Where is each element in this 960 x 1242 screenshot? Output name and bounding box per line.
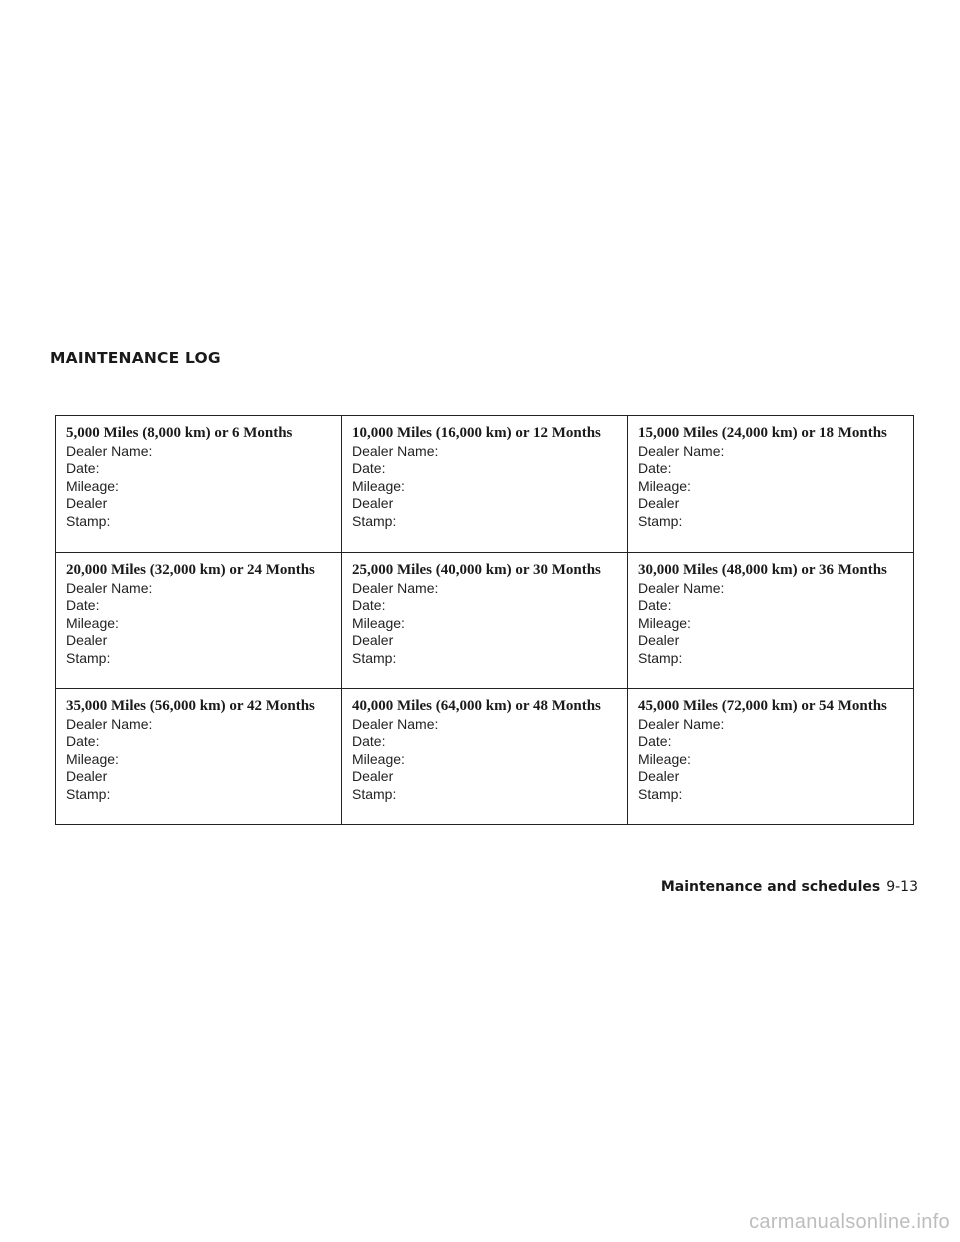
dealer-name-label: Dealer Name: [638, 580, 725, 596]
table-row [56, 416, 914, 553]
dealer-label: Dealer [66, 632, 108, 649]
date-label: Date: [66, 460, 100, 477]
date-label: Date: [638, 597, 672, 614]
mileage-label: Mileage: [352, 477, 405, 494]
service-interval: 30,000 Miles (48,000 km) or 36 Months [638, 562, 887, 578]
dealer-label: Dealer [638, 632, 680, 649]
dealer-name-label: Dealer Name: [638, 716, 725, 732]
dealer-label: Dealer [638, 495, 680, 512]
stamp-label: Stamp: [352, 649, 397, 666]
dealer-label: Dealer [66, 768, 108, 785]
mileage-label: Mileage: [352, 614, 405, 631]
mileage-label: Mileage: [638, 477, 691, 494]
dealer-label: Dealer [66, 495, 108, 512]
page-footer [661, 878, 918, 896]
service-interval: 45,000 Miles (72,000 km) or 54 Months [638, 698, 887, 714]
mileage-label: Mileage: [638, 750, 691, 767]
dealer-name-label: Dealer Name: [352, 716, 439, 732]
dealer-name-label: Dealer Name: [66, 443, 153, 459]
log-cell [342, 416, 628, 553]
log-cell [56, 553, 342, 689]
dealer-name-label: Dealer Name: [66, 716, 153, 732]
service-interval: 20,000 Miles (32,000 km) or 24 Months [66, 562, 315, 578]
log-cell [56, 416, 342, 553]
dealer-label: Dealer [352, 768, 394, 785]
stamp-label: Stamp: [638, 785, 683, 802]
service-interval: 40,000 Miles (64,000 km) or 48 Months [352, 698, 601, 714]
stamp-label: Stamp: [66, 512, 111, 529]
log-cell [342, 553, 628, 689]
footer-section-title: Maintenance and schedules [660, 879, 881, 895]
date-label: Date: [638, 460, 672, 477]
dealer-name-label: Dealer Name: [352, 443, 439, 459]
service-interval: 15,000 Miles (24,000 km) or 18 Months [638, 425, 887, 441]
mileage-label: Mileage: [66, 614, 119, 631]
dealer-name-label: Dealer Name: [352, 580, 439, 596]
dealer-label: Dealer [352, 495, 394, 512]
date-label: Date: [66, 597, 100, 614]
table-row [56, 553, 914, 689]
date-label: Date: [352, 460, 386, 477]
date-label: Date: [352, 733, 386, 750]
stamp-label: Stamp: [66, 785, 111, 802]
dealer-name-label: Dealer Name: [638, 443, 725, 459]
dealer-name-label: Dealer Name: [66, 580, 153, 596]
log-cell [342, 689, 628, 825]
log-cell [56, 689, 342, 825]
log-cell [628, 553, 914, 689]
stamp-label: Stamp: [352, 785, 397, 802]
date-label: Date: [352, 597, 386, 614]
table-row [56, 689, 914, 825]
mileage-label: Mileage: [352, 750, 405, 767]
service-interval: 5,000 Miles (8,000 km) or 6 Months [66, 425, 293, 441]
date-label: Date: [66, 733, 100, 750]
mileage-label: Mileage: [66, 750, 119, 767]
page-number: 9-13 [886, 879, 918, 895]
mileage-label: Mileage: [638, 614, 691, 631]
dealer-label: Dealer [638, 768, 680, 785]
stamp-label: Stamp: [352, 512, 397, 529]
stamp-label: Stamp: [638, 649, 683, 666]
log-cell [628, 416, 914, 553]
watermark: carmanualsonline.info [749, 1211, 950, 1233]
stamp-label: Stamp: [66, 649, 111, 666]
stamp-label: Stamp: [638, 512, 683, 529]
log-cell [628, 689, 914, 825]
date-label: Date: [638, 733, 672, 750]
mileage-label: Mileage: [66, 477, 119, 494]
service-interval: 10,000 Miles (16,000 km) or 12 Months [352, 425, 601, 441]
service-interval: 25,000 Miles (40,000 km) or 30 Months [352, 562, 601, 578]
service-interval: 35,000 Miles (56,000 km) or 42 Months [66, 698, 315, 714]
dealer-label: Dealer [352, 632, 394, 649]
maintenance-log-table [55, 415, 914, 825]
section-title: MAINTENANCE LOG [50, 349, 221, 367]
